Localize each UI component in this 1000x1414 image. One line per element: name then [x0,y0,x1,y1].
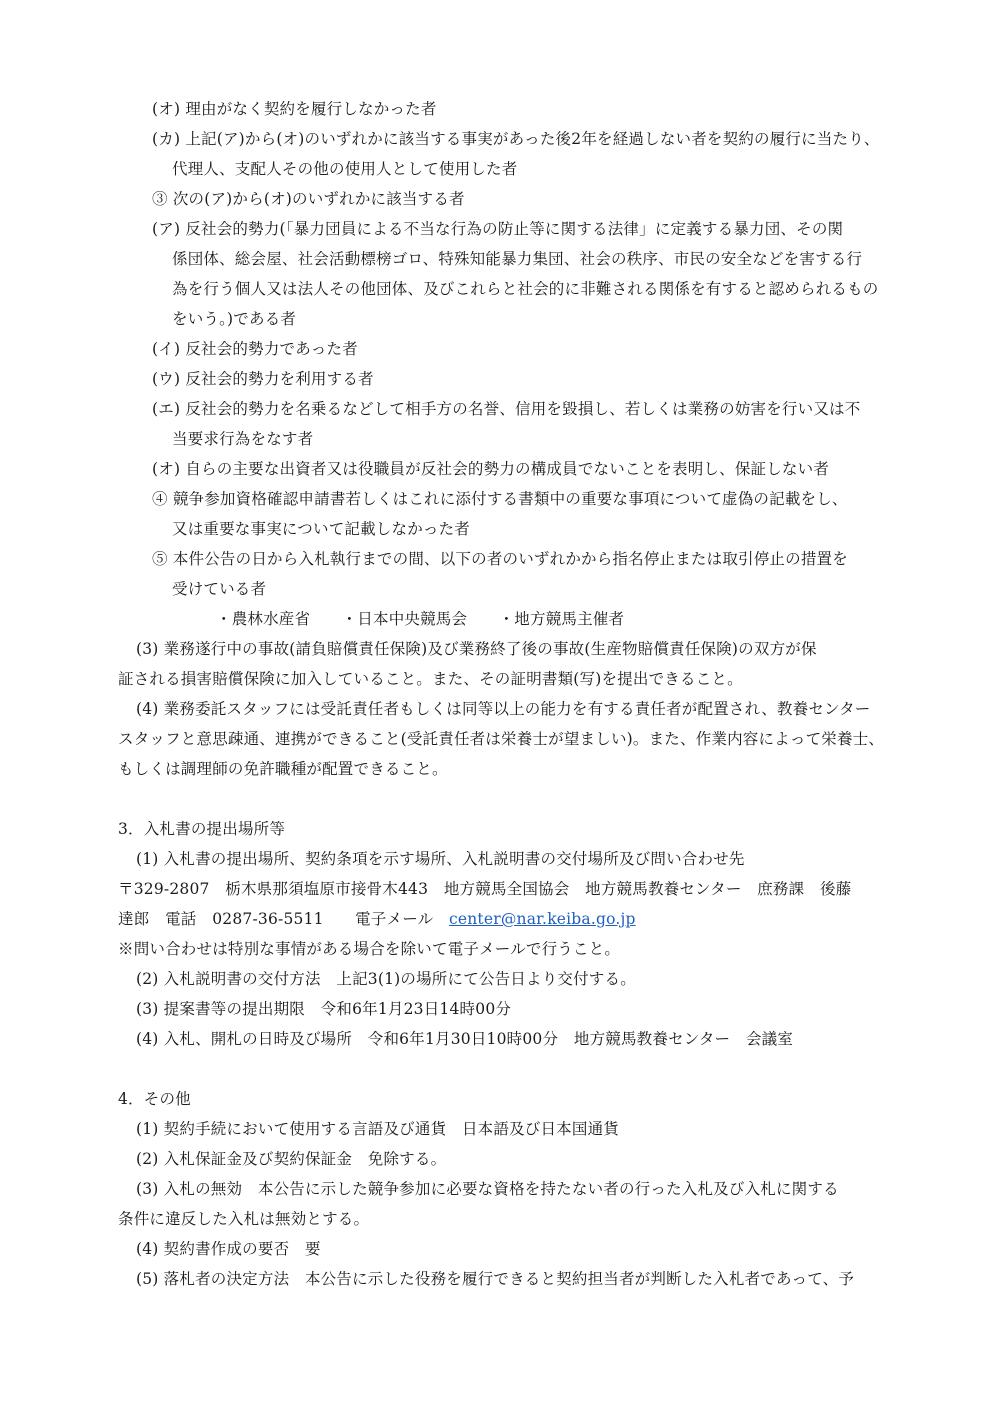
section-3-item-4: (4) 入札、開札の日時及び場所 令和6年1月30日10時00分 地方競馬教養センター 会議室 [136,1030,794,1048]
clause-4-line-1: (4) 業務委託スタッフには受託責任者もしくは同等以上の能力を有する責任者が配置され、教養センター [136,700,871,718]
item-3-heading: ③ 次の(ア)から(オ)のいずれかに該当する者 [152,190,465,208]
item-4-line-2: 又は重要な事実について記載しなかった者 [172,520,470,538]
section-4-item-5-line-1: (5) 落札者の決定方法 本公告に示した役務を履行できると契約担当者が判断した入札者であって、予 [136,1270,855,1288]
contact-phone-text: 達郎 電話 0287-36-5511 電子メール [118,910,449,928]
item-o-declaration: (オ) 自らの主要な出資者又は役職員が反社会的勢力の構成員でないことを表明し、保証しない者 [152,460,830,478]
item-u: (ウ) 反社会的勢力を利用する者 [152,370,374,388]
section-3-item-3: (3) 提案書等の提出期限 令和6年1月23日14時00分 [136,1000,512,1018]
item-a-line-1: (ア) 反社会的勢力(「暴力団員による不当な行為の防止等に関する法律」に定義する暴力団、その関 [152,220,844,238]
contact-line [118,908,636,930]
clause-3-line-2: 証される損害賠償保険に加入していること。また、その証明書類(写)を提出できること。 [118,670,743,688]
section-4-item-2: (2) 入札保証金及び契約保証金 免除する。 [136,1150,447,1168]
item-4-line-1: ④ 競争参加資格確認申請書若しくはこれに添付する書類中の重要な事項について虚偽の記載をし、 [152,490,848,508]
section-4-item-4: (4) 契約書作成の要否 要 [136,1240,321,1258]
section-4-item-1: (1) 契約手続において使用する言語及び通貨 日本語及び日本国通貨 [136,1120,619,1138]
item-e-line-2: 当要求行為をなす者 [172,430,314,448]
clause-4-line-2: スタッフと意思疎通、連携ができること(受託責任者は栄養士が望ましい)。また、作業内容によって栄養士、 [118,730,885,748]
item-5-line-2: 受けている者 [172,580,267,598]
item-5-line-1: ⑤ 本件公告の日から入札執行までの間、以下の者のいずれかから指名停止または取引停止の措置を [152,550,848,568]
section-3-item-1: (1) 入札書の提出場所、契約条項を示す場所、入札説明書の交付場所及び問い合わせ先 [136,850,745,868]
item-a-line-4: をいう。)である者 [172,310,297,328]
address-line: 〒329-2807 栃木県那須塩原市接骨木443 地方競馬全国協会 地方競馬教養センター 庶務課 後藤 [118,880,852,898]
section-3-heading: 3．入札書の提出場所等 [118,820,286,838]
item-e-line-1: (エ) 反社会的勢力を名乗るなどして相手方の名誉、信用を毀損し、若しくは業務の妨害を行い又は不 [152,400,861,418]
section-3-item-2: (2) 入札説明書の交付方法 上記3(1)の場所にて公告日より交付する。 [136,970,636,988]
item-i: (イ) 反社会的勢力であった者 [152,340,358,358]
item-o-no-reason: (オ) 理由がなく契約を履行しなかった者 [152,100,437,118]
clause-4-line-3: もしくは調理師の免許職種が配置できること。 [118,760,448,778]
item-a-line-3: 為を行う個人又は法人その他団体、及びこれらと社会的に非難される関係を有すると認められるもの [172,280,879,298]
item-ka-line-2: 代理人、支配人その他の使用人として使用した者 [172,160,518,178]
section-4-item-3-line-1: (3) 入札の無効 本公告に示した競争参加に必要な資格を持たない者の行った入札及び入札に関する [136,1180,839,1198]
section-4-item-3-line-2: 条件に違反した入札は無効とする。 [118,1210,370,1228]
email-link[interactable]: center@nar.keiba.go.jp [448,910,636,928]
organization-list: ・農林水産省 ・日本中央競馬会 ・地方競馬主催者 [216,610,625,628]
clause-3-line-1: (3) 業務遂行中の事故(請負賠償責任保険)及び業務終了後の事故(生産物賠償責任保険)の双方が保 [136,640,817,658]
section-4-heading: 4．その他 [118,1090,191,1108]
inquiry-note: ※問い合わせは特別な事情がある場合を除いて電子メールで行うこと。 [118,940,621,958]
item-a-line-2: 係団体、総会屋、社会活動標榜ゴロ、特殊知能暴力集団、社会の秩序、市民の安全などを害する行 [172,250,863,268]
item-ka-line-1: (カ) 上記(ア)から(オ)のいずれかに該当する事実があった後2年を経過しない者を契約の履行に当たり、 [152,130,880,148]
